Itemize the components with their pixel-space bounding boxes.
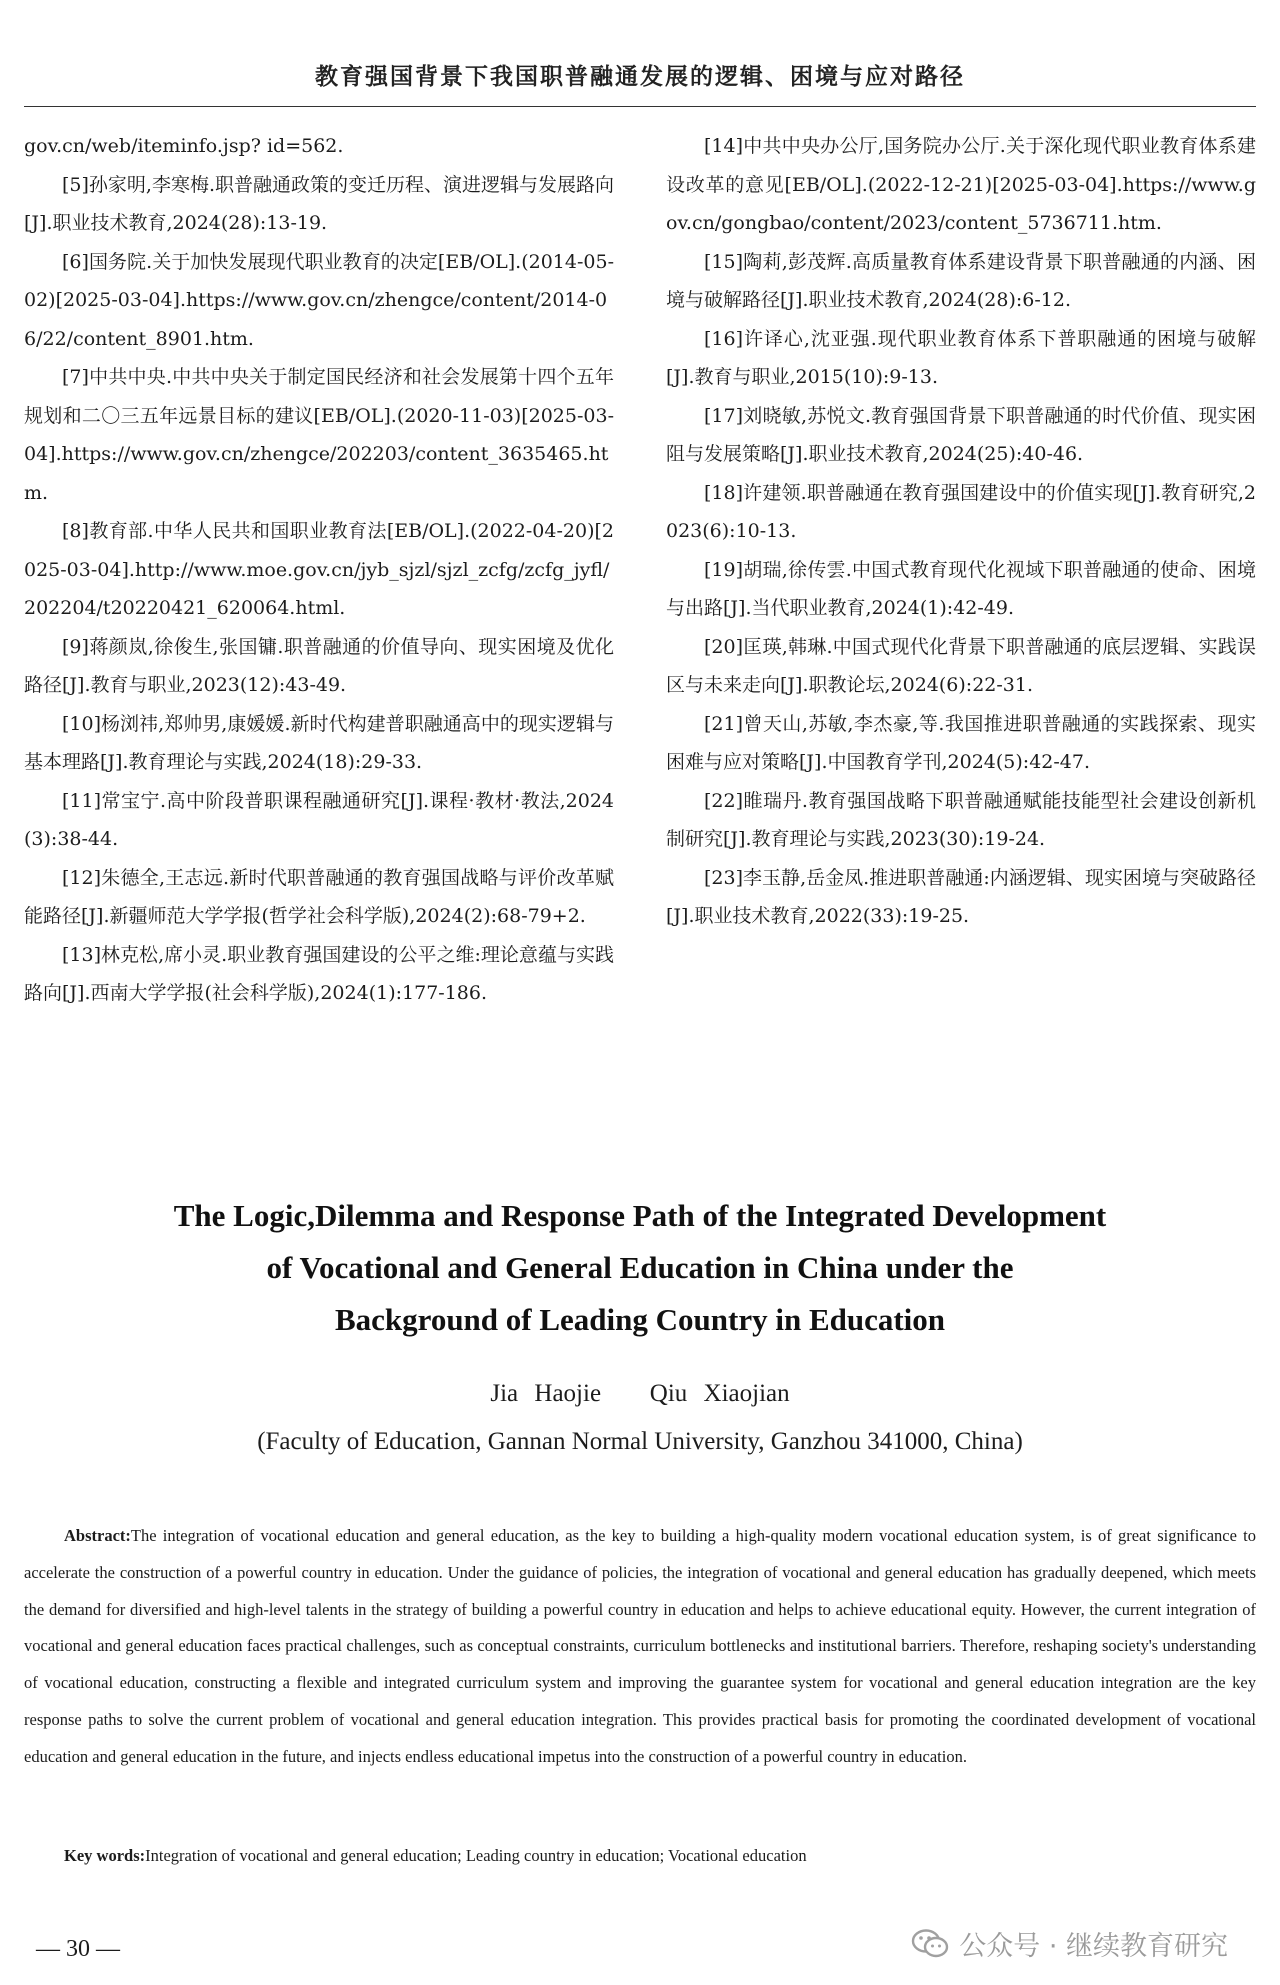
- reference-item: [14]中共中央办公厅,国务院办公厅.关于深化现代职业教育体系建设改革的意见[EB/OL].(2022-12-21)[2025-03-04].https://www.gov.cn/gongbao/content/2023/content_5736711.htm.: [666, 135, 1256, 234]
- reference-item: [20]匡瑛,韩琳.中国式现代化背景下职普融通的底层逻辑、实践误区与未来走向[J].职教论坛,2024(6):22-31.: [666, 635, 1256, 696]
- references-right-column: [666, 127, 1256, 1013]
- wechat-icon: [911, 1928, 949, 1960]
- english-title-line: Background of Leading Country in Education: [334, 1302, 946, 1337]
- running-header: 教育强国背景下我国职普融通发展的逻辑、困境与应对路径: [315, 63, 965, 90]
- reference-item: [18]许建领.职普融通在教育强国建设中的价值实现[J].教育研究,2023(6):10-13.: [666, 481, 1256, 542]
- keywords-text: Integration of vocational and general education; Leading country in education; Vocational education: [145, 1846, 807, 1865]
- header-rule: [24, 106, 1256, 107]
- reference-item: [21]曾天山,苏敏,李杰豪,等.我国推进职普融通的实践探索、现实困难与应对策略[J].中国教育学刊,2024(5):42-47.: [666, 712, 1256, 773]
- reference-item: [12]朱德全,王志远.新时代职普融通的教育强国战略与评价改革赋能路径[J].新疆师范大学学报(哲学社会科学版),2024(2):68-79+2.: [24, 866, 614, 927]
- watermark-text: 公众号 · 继续教育研究: [959, 1931, 1228, 1962]
- english-title-line: The Logic,Dilemma and Response Path of the Integrated Development: [173, 1198, 1107, 1233]
- reference-item: [19]胡瑞,徐传雲.中国式教育现代化视域下职普融通的使命、困境与出路[J].当代职业教育,2024(1):42-49.: [666, 558, 1256, 619]
- abstract-label: Abstract:: [64, 1526, 131, 1545]
- page-number: — 30 —: [36, 1936, 120, 1962]
- reference-item: [8]教育部.中华人民共和国职业教育法[EB/OL].(2022-04-20)[2025-03-04].http://www.moe.gov.cn/jyb_sjzl/sjzl_zcfg/zcfg_jyfl/202204/t20220421_620064.html.: [24, 520, 614, 619]
- affiliation: (Faculty of Education, Gannan Normal University, Ganzhou 341000, China): [257, 1428, 1023, 1455]
- references-section: [24, 127, 1256, 1013]
- reference-item: [11]常宝宁.高中阶段普职课程融通研究[J].课程·教材·教法,2024(3):38-44.: [24, 789, 614, 850]
- reference-item: [9]蒋颜岚,徐俊生,张国镛.职普融通的价值导向、现实困境及优化路径[J].教育与职业,2023(12):43-49.: [24, 635, 614, 696]
- reference-item: [13]林克松,席小灵.职业教育强国建设的公平之维:理论意蕴与实践路向[J].西南大学学报(社会科学版),2024(1):177-186.: [24, 943, 614, 1004]
- reference-item: [15]陶莉,彭茂辉.高质量教育体系建设背景下职普融通的内涵、困境与破解路径[J].职业技术教育,2024(28):6-12.: [666, 250, 1256, 311]
- authors: Jia Haojie Qiu Xiaojian: [490, 1380, 790, 1407]
- abstract-text: The integration of vocational education and general education, as the key to building a high-quality modern vocational education system, is of great significance to accelerate the construction of a powerful country in education. Under the guidance of policies, the integration of vocational and general education has gradually deepened, which meets the demand for diversified and high-level talents in the strategy of building a powerful country in education and helps to achieve educational equity. However, the current integration of vocational and general education faces practical challenges, such as conceptual constraints, curriculum bottlenecks and institutional barriers. Therefore, reshaping society's understanding of vocational education, constructing a flexible and integrated curriculum system and improving the guarantee system for vocational and general education integration are the key response paths to solve the current problem of vocational and general education integration. This provides practical basis for promoting the coordinated development of vocational education and general education in the future, and injects endless educational impetus into the construction of a powerful country in education.: [24, 1526, 1256, 1766]
- reference-item: [17]刘晓敏,苏悦文.教育强国背景下职普融通的时代价值、现实困阻与发展策略[J].职业技术教育,2024(25):40-46.: [666, 404, 1256, 465]
- reference-item: [23]李玉静,岳金凤.推进职普融通:内涵逻辑、现实困境与突破路径[J].职业技术教育,2022(33):19-25.: [666, 866, 1256, 927]
- keywords: [24, 1846, 1256, 1866]
- reference-item: [22]睢瑞丹.教育强国战略下职普融通赋能技能型社会建设创新机制研究[J].教育理论与实践,2023(30):19-24.: [666, 789, 1256, 850]
- reference-item: [16]许译心,沈亚强.现代职业教育体系下普职融通的困境与破解[J].教育与职业,2015(10):9-13.: [666, 327, 1256, 388]
- abstract: [24, 1518, 1256, 1776]
- reference-item: [7]中共中央.中共中央关于制定国民经济和社会发展第十四个五年规划和二〇三五年远景目标的建议[EB/OL].(2020-11-03)[2025-03-04].https://www.gov.cn/zhengce/202203/content_3635465.htm.: [24, 366, 614, 504]
- references-left-column: [24, 127, 614, 1013]
- english-title-line: of Vocational and General Education in China under the: [266, 1250, 1014, 1285]
- reference-item: [10]杨浏祎,郑帅男,康媛媛.新时代构建普职融通高中的现实逻辑与基本理路[J].教育理论与实践,2024(18):29-33.: [24, 712, 614, 773]
- reference-continuation: gov.cn/web/iteminfo.jsp? id=562.: [24, 135, 344, 157]
- reference-item: [6]国务院.关于加快发展现代职业教育的决定[EB/OL].(2014-05-02)[2025-03-04].https://www.gov.cn/zhengce/content/2014-06/22/content_8901.htm.: [24, 250, 614, 350]
- keywords-label: Key words:: [64, 1846, 146, 1865]
- english-title: [40, 1190, 1240, 1346]
- reference-item: [5]孙家明,李寒梅.职普融通政策的变迁历程、演进逻辑与发展路向[J].职业技术教育,2024(28):13-19.: [24, 173, 614, 234]
- watermark: [911, 1924, 1228, 1963]
